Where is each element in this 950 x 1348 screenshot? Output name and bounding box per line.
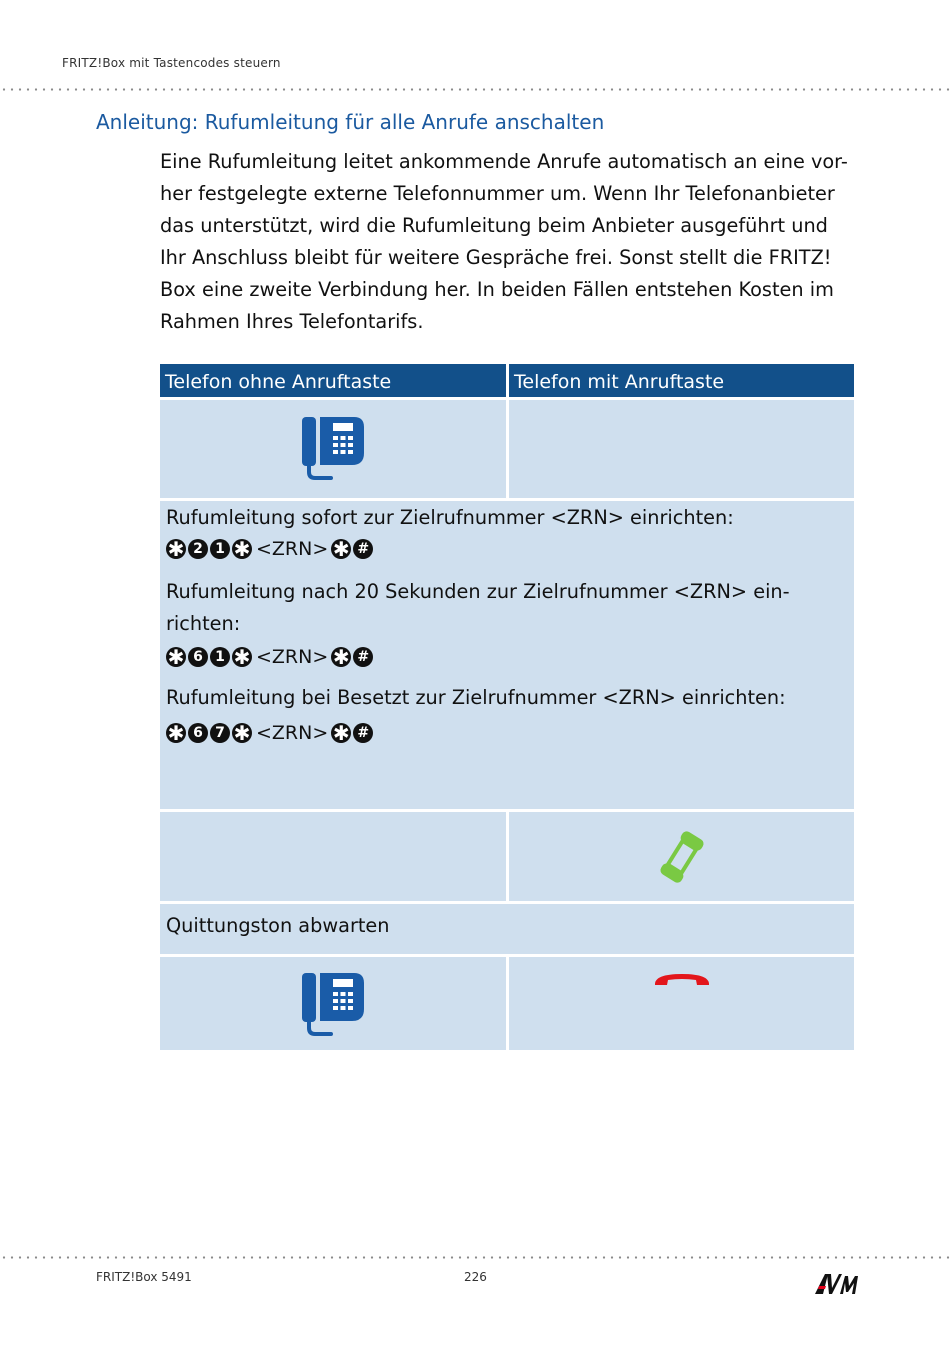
table-row: [160, 400, 854, 498]
key-digit: 7: [210, 723, 230, 743]
intro-paragraph: [160, 146, 860, 338]
intro-line: Ihr Anschluss bleibt für weitere Gespräche frei. Sonst stellt die FRITZ!: [160, 246, 832, 269]
column-header-with-call-key: Telefon mit Anruftaste: [509, 364, 854, 397]
instruction-table: [160, 364, 854, 1050]
key-star-icon: ✱: [332, 645, 350, 669]
table-row: [160, 904, 854, 954]
key-digit: 1: [210, 539, 230, 559]
key-sequence: [166, 536, 848, 562]
key-digit: 6: [188, 647, 208, 667]
intro-line: das unterstützt, wird die Rufumleitung beim Anbieter ausgeführt und: [160, 214, 828, 237]
page-number: 226: [464, 1270, 487, 1284]
table-cell: [160, 957, 506, 1050]
footer-product: FRITZ!Box 5491: [96, 1270, 192, 1284]
red-handset-icon: [652, 971, 712, 989]
key-hash-icon: #: [353, 723, 373, 743]
step-text: Rufumleitung sofort zur Zielrufnummer <ZRN> einrichten:: [166, 506, 734, 529]
key-star-icon: ✱: [233, 645, 251, 669]
step-text: Rufumleitung nach 20 Sekunden zur Zielrufnummer <ZRN> ein-: [166, 580, 790, 603]
table-row: [160, 812, 854, 901]
footer-divider: [0, 1256, 950, 1259]
table-row: [160, 957, 854, 1050]
key-sequence: [166, 644, 848, 670]
zrn-placeholder: <ZRN>: [256, 646, 329, 668]
running-header: FRITZ!Box mit Tastencodes steuern: [62, 56, 281, 70]
desk-phone-icon: [300, 972, 366, 1036]
intro-line: Rahmen Ihres Telefontarifs.: [160, 310, 424, 333]
avm-logo-icon: [814, 1272, 858, 1296]
table-row: [160, 501, 854, 809]
key-digit: 1: [210, 647, 230, 667]
table-cell: [509, 957, 854, 1050]
key-hash-icon: #: [353, 647, 373, 667]
green-handset-icon: [658, 828, 706, 886]
intro-line: Eine Rufumleitung leitet ankommende Anrufe automatisch an eine vor-: [160, 150, 848, 173]
desk-phone-icon: [300, 416, 366, 480]
intro-line: Box eine zweite Verbindung her. In beiden Fällen entstehen Kosten im: [160, 278, 834, 301]
codes-cell: [160, 501, 854, 809]
section-title: Anleitung: Rufumleitung für alle Anrufe anschalten: [96, 110, 605, 134]
key-star-icon: ✱: [332, 537, 350, 561]
key-digit: 2: [188, 539, 208, 559]
step-text: Rufumleitung bei Besetzt zur Zielrufnummer <ZRN> einrichten:: [166, 686, 786, 709]
confirm-cell: [160, 904, 854, 954]
key-star-icon: ✱: [167, 645, 185, 669]
key-digit: 6: [188, 723, 208, 743]
table-header-row: [160, 364, 854, 397]
confirm-text: Quittungston abwarten: [166, 914, 390, 937]
key-star-icon: ✱: [332, 721, 350, 745]
zrn-placeholder: <ZRN>: [256, 538, 329, 560]
step-text-continued: richten:: [166, 612, 241, 635]
table-cell: [160, 812, 506, 901]
table-cell: [160, 400, 506, 498]
key-hash-icon: #: [353, 539, 373, 559]
zrn-placeholder: <ZRN>: [256, 722, 329, 744]
key-star-icon: ✱: [233, 721, 251, 745]
intro-line: her festgelegte externe Telefonnummer um. Wenn Ihr Telefonanbieter: [160, 182, 835, 205]
header-divider: [0, 88, 950, 91]
column-header-without-call-key: Telefon ohne Anruftaste: [160, 364, 506, 397]
key-star-icon: ✱: [167, 721, 185, 745]
key-star-icon: ✱: [167, 537, 185, 561]
key-star-icon: ✱: [233, 537, 251, 561]
table-cell: [509, 400, 854, 498]
table-cell: [509, 812, 854, 901]
key-sequence: [166, 720, 848, 746]
